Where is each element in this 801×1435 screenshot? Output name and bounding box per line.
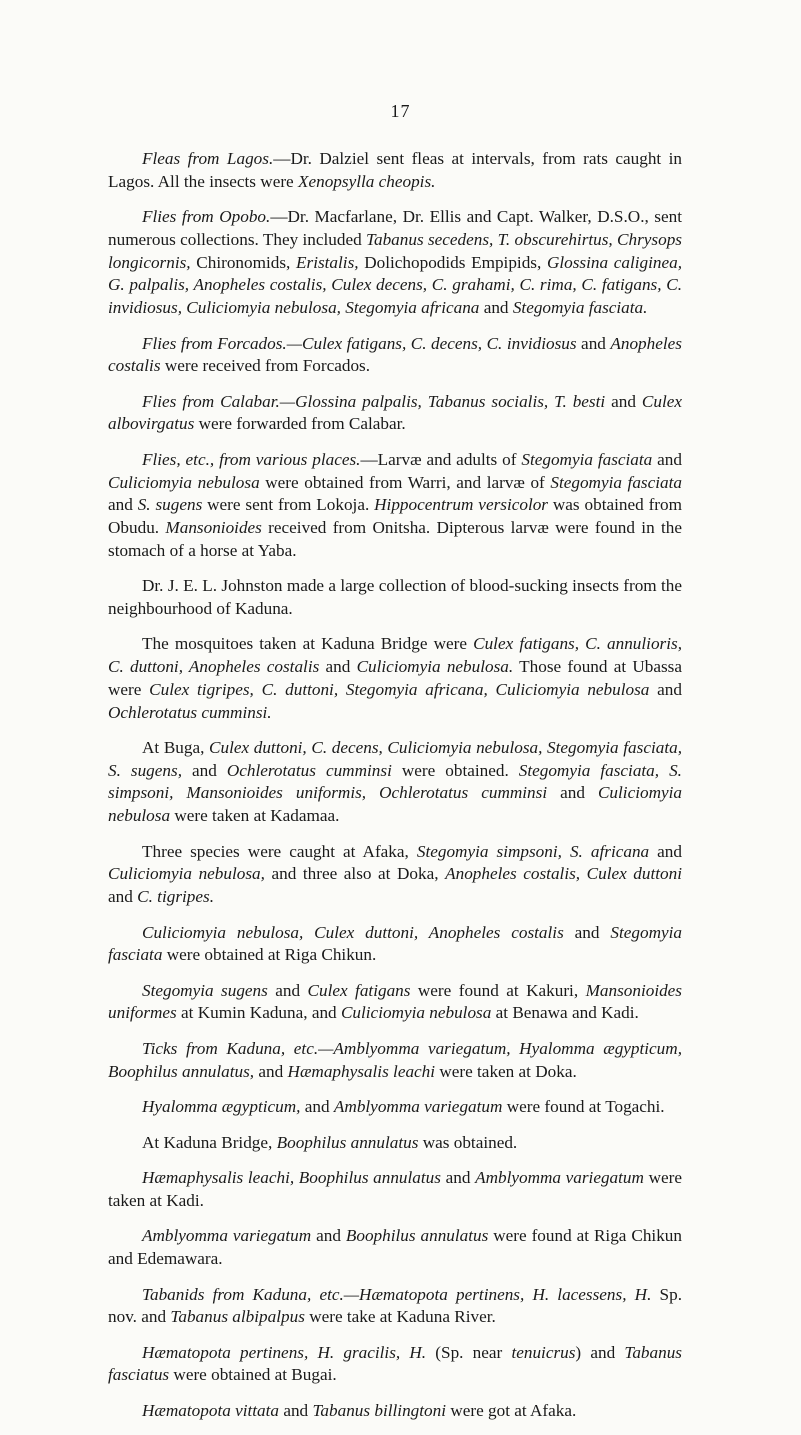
paragraph <box>108 333 682 378</box>
italic-text-run: Flies from Forcados.—Culex fatigans, C. decens, C. invidiosus <box>142 333 577 353</box>
italic-text-run: Hæmaphysalis leachi <box>287 1061 436 1081</box>
italic-text-run: Flies, etc., from various places. <box>142 449 361 469</box>
text-run: and <box>440 1168 476 1188</box>
italic-text-run: Mansonioides <box>165 518 262 538</box>
italic-text-run: Tabanus billingtoni <box>312 1400 447 1420</box>
text-run: and <box>649 841 682 861</box>
italic-text-run: Culiciomyia nebulosa, <box>108 864 265 884</box>
italic-text-run: Culex duttoni, C. decens, Culiciomyia nebulosa, Stegomyia fasciata, S. sugens, <box>108 738 682 780</box>
text-run: were received from Forcados. <box>160 356 371 376</box>
text-run: and <box>311 1226 346 1246</box>
italic-text-run: Amblyomma variegatum <box>333 1097 503 1117</box>
paragraph <box>108 1342 682 1387</box>
text-run: and <box>649 679 682 699</box>
paragraph <box>108 449 682 563</box>
italic-text-run: Tabanus secedens, T. obscurehirtus, Chrysops longicornis, <box>108 229 682 272</box>
text-run: (Sp. near <box>426 1342 512 1362</box>
text-run: was obtained. <box>418 1132 518 1152</box>
italic-text-run: Eristalis, <box>296 252 359 272</box>
italic-text-run: Stegomyia fasciata <box>521 449 653 469</box>
paragraph <box>108 575 682 620</box>
text-run: Those found at Ubassa were <box>108 657 682 699</box>
text-run: were taken at Doka. <box>435 1061 577 1081</box>
text-run: were taken at Kadamaa. <box>170 806 340 826</box>
italic-text-run: Hæmatopota vittata <box>142 1400 280 1420</box>
paragraph <box>108 1096 682 1119</box>
paragraph <box>108 737 682 828</box>
text-run: were found at Kakuri, <box>410 980 586 1000</box>
text-run: At Buga, <box>142 738 210 758</box>
italic-text-run: Hyalomma ægypticum, <box>142 1097 301 1117</box>
text-run: —Dr. Dalziel sent fleas at intervals, from rats caught in Lagos. All the insects were <box>108 149 683 191</box>
italic-text-run: Culex tigripes, C. duttoni, Stegomyia africana, Culiciomyia nebulosa <box>149 679 650 699</box>
italic-text-run: Culiciomyia nebulosa <box>340 1003 492 1023</box>
italic-text-run: C. tigripes. <box>137 887 214 907</box>
italic-text-run: Anopheles costalis, Culex duttoni <box>445 864 682 884</box>
text-run: Dolichopodids Empipids, <box>358 252 547 272</box>
text-run: were taken at Kadi. <box>108 1168 682 1210</box>
italic-text-run: Anopheles costalis <box>108 333 682 376</box>
italic-text-run: Fleas from Lagos. <box>142 149 274 168</box>
text-run: were forwarded from Calabar. <box>194 414 406 434</box>
text-run: and three also at Doka, <box>264 864 446 884</box>
italic-text-run: Flies from Opobo. <box>142 207 271 227</box>
italic-text-run: Ticks from Kaduna, etc.—Amblyomma variegatum, Hyalomma ægypticum, Boophilus annulatus, <box>108 1038 682 1081</box>
italic-text-run: Glossina caliginea, G. palpalis, Anopheles costalis, Culex decens, C. grahami, C. rima, C. fatigans, C. invidiosus, Culiciomyia nebulosa, Stegomyia africana <box>108 252 682 318</box>
paragraph <box>108 841 682 909</box>
text-run: was obtained from Obudu. <box>108 495 682 538</box>
text-run: Sp. nov. and <box>108 1284 682 1327</box>
paragraph <box>108 148 682 193</box>
text-run: The mosquitoes taken at Kaduna Bridge were <box>142 634 474 654</box>
text-run: at Benawa and Kadi. <box>491 1003 639 1023</box>
italic-text-run: Culex fatigans, C. annulioris, C. duttoni, Anopheles costalis <box>108 634 682 677</box>
italic-text-run: Amblyomma variegatum <box>142 1226 312 1246</box>
paragraph <box>108 633 682 724</box>
italic-text-run: Stegomyia simpsoni, S. africana <box>416 841 650 861</box>
paragraph <box>108 1132 682 1155</box>
text-run: and <box>652 449 682 469</box>
italic-text-run: Ochlerotatus cumminsi <box>226 760 392 780</box>
italic-text-run: Boophilus annulatus <box>276 1132 419 1152</box>
italic-text-run: Culex albovirgatus <box>108 391 682 434</box>
page-body <box>108 148 682 1435</box>
italic-text-run: Stegomyia fasciata <box>108 922 682 965</box>
text-run: and <box>479 298 513 318</box>
text-run: received from Onitsha. Dipterous larvæ were found in the stomach of a horse at Yaba. <box>108 518 682 560</box>
paragraph <box>108 922 682 967</box>
italic-text-run: Stegomyia sugens <box>142 980 268 1000</box>
text-run: and <box>605 391 642 411</box>
italic-text-run: Tabanus albipalpus <box>170 1307 305 1327</box>
text-run: were obtained from Warri, and larvæ of <box>259 472 551 492</box>
paragraph <box>108 1400 682 1423</box>
italic-text-run: Stegomyia fasciata, S. simpsoni, Mansonioides uniformis, Ochlerotatus cumminsi <box>108 760 682 803</box>
text-run: were sent from Lokoja. <box>202 495 375 515</box>
text-run: and <box>547 783 598 803</box>
text-run: At Kaduna Bridge, <box>142 1132 277 1152</box>
paragraph <box>108 391 682 436</box>
text-run: Dr. J. E. L. Johnston made a large collection of blood-sucking insects from the neighbourhood of Kaduna. <box>108 576 682 618</box>
text-run: were got at Afaka. <box>446 1400 577 1420</box>
italic-text-run: Culiciomyia nebulosa, Culex duttoni, Anopheles costalis <box>142 922 564 942</box>
text-run: were obtained at Bugai. <box>169 1365 337 1385</box>
text-run: were found at Riga Chikun and Edemawara. <box>108 1226 682 1269</box>
italic-text-run: tenuicrus <box>511 1342 576 1362</box>
text-run: —Dr. Macfarlane, Dr. Ellis and Capt. Walker, D.S.O., sent numerous collections. They included <box>108 207 682 249</box>
italic-text-run: Amblyomma variegatum <box>475 1168 644 1188</box>
paragraph <box>108 1038 682 1083</box>
italic-text-run: Culiciomyia nebulosa <box>108 783 682 826</box>
text-run: were obtained. <box>391 760 519 780</box>
text-run: were obtained at Riga Chikun. <box>162 945 377 965</box>
text-run: —Larvæ and adults of <box>360 449 522 469</box>
text-run: Three species were caught at Afaka, <box>142 841 417 861</box>
text-run: and <box>300 1097 334 1117</box>
italic-text-run: Hippocentrum versicolor <box>374 495 549 515</box>
paragraph <box>108 1167 682 1212</box>
text-run: and <box>319 657 357 677</box>
italic-text-run: S. sugens <box>137 495 203 515</box>
text-run: and <box>108 887 138 907</box>
paragraph <box>108 206 682 320</box>
text-run: and <box>108 495 138 515</box>
text-run: and <box>279 1400 313 1420</box>
text-run: and <box>254 1061 288 1081</box>
text-run: Chironomids, <box>190 252 296 272</box>
italic-text-run: Stegomyia fasciata <box>550 472 682 492</box>
italic-text-run: Mansonioides uniformes <box>108 980 682 1023</box>
text-run: and <box>182 760 227 780</box>
text-run: were take at Kaduna River. <box>304 1307 496 1327</box>
italic-text-run: Stegomyia fasciata. <box>512 298 648 318</box>
italic-text-run: Xenopsylla cheopis. <box>297 171 436 191</box>
italic-text-run: Culex fatigans <box>307 980 411 1000</box>
italic-text-run: Boophilus annulatus <box>345 1226 489 1246</box>
paragraph <box>108 1284 682 1329</box>
text-run: and <box>267 980 308 1000</box>
paragraph <box>108 980 682 1025</box>
italic-text-run: Hæmatopota pertinens, H. gracilis, H. <box>142 1342 427 1362</box>
text-run: and <box>576 333 611 353</box>
italic-text-run: Tabanids from Kaduna, etc.—Hæmatopota pertinens, H. lacessens, H. <box>142 1284 652 1304</box>
italic-text-run: Culiciomyia nebulosa <box>108 472 260 492</box>
italic-text-run: Culiciomyia nebulosa. <box>356 657 514 677</box>
page-number: 17 <box>390 101 411 121</box>
text-run: were found at Togachi. <box>502 1097 665 1117</box>
text-run: at Kumin Kaduna, and <box>176 1003 341 1023</box>
text-run: ) and <box>575 1342 625 1362</box>
italic-text-run: Hæmaphysalis leachi, Boophilus annulatus <box>142 1168 441 1188</box>
paragraph <box>108 1225 682 1270</box>
italic-text-run: Flies from Calabar.—Glossina palpalis, Tabanus socialis, T. besti <box>142 391 606 411</box>
italic-text-run: Ochlerotatus cumminsi. <box>108 702 272 722</box>
text-run: and <box>563 922 611 942</box>
italic-text-run: Tabanus fasciatus <box>108 1342 682 1385</box>
